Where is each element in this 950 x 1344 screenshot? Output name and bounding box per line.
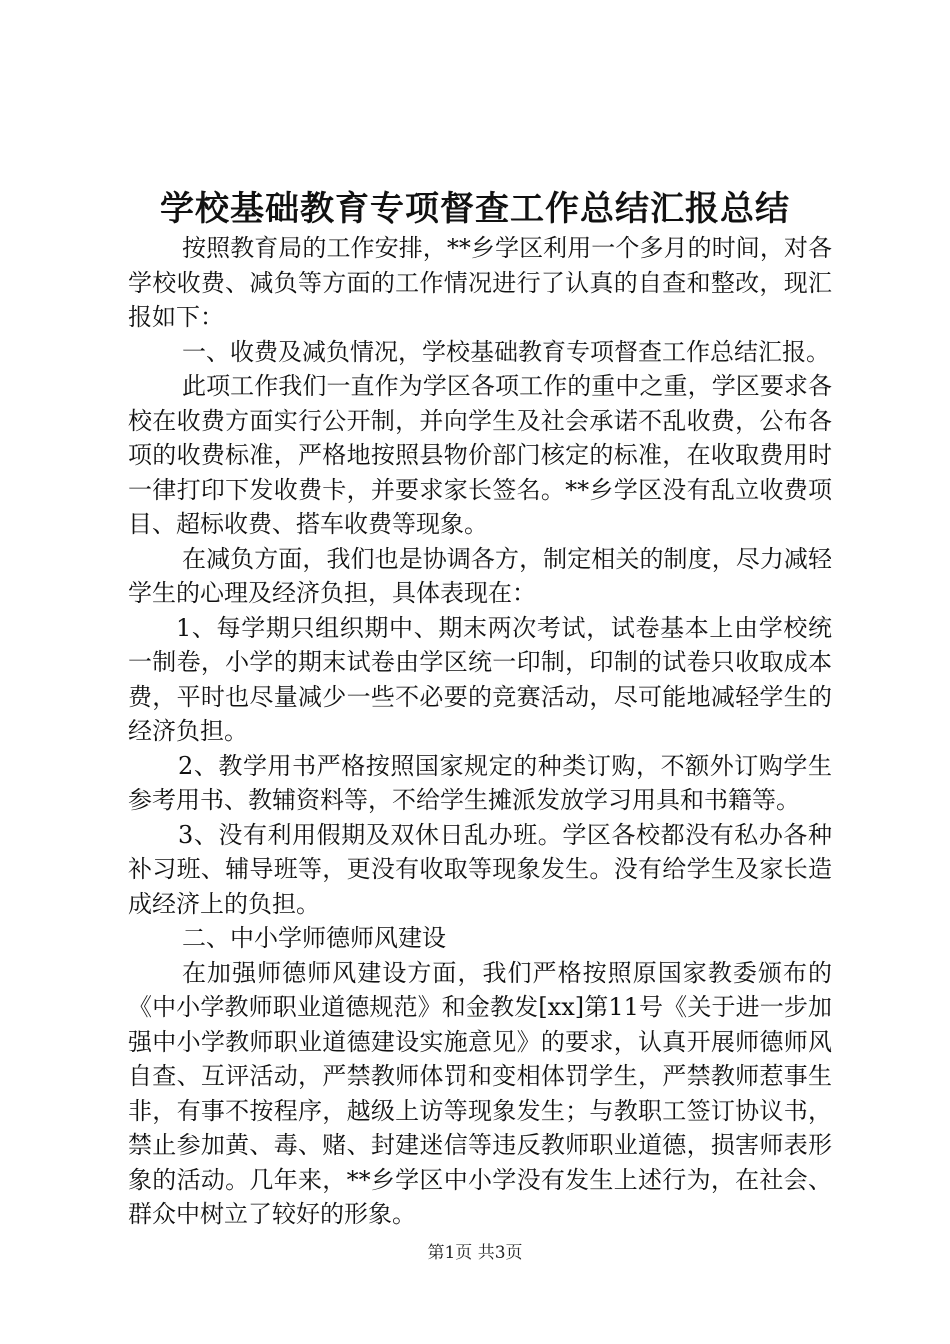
document-title: 学校基础教育专项督查工作总结汇报总结 [160,189,790,229]
burden-paragraph: 在减负方面，我们也是协调各方，制定相关的制度，尽力减轻学生的心理及经济负担，具体表现在： [128,544,832,607]
fees-paragraph: 此项工作我们一直作为学区各项工作的重中之重，学区要求各校在收费方面实行公开制，并向学生及社会承诺不乱收费，公布各项的收费标准，严格地按照县物价部门核定的标准，在收取费用时一律打印下发收费卡，并要求家长签名。**乡学区没有乱立收费项目、超标收费、搭车收费等现象。 [128,372,832,538]
list-item-books: 2、教学用书严格按照国家规定的种类订购，不额外订购学生参考用书、教辅资料等，不给学生摊派发放学习用具和书籍等。 [128,751,832,814]
list-item-exams: 1、每学期只组织期中、期末两次考试，试卷基本上由学校统一制卷，小学的期末试卷由学区统一印制，印制的试卷只收取成本费，平时也尽量减少一些不必要的竞赛活动，尽可能地减轻学生的经济负担。 [128,613,832,745]
list-item-classes: 3、没有利用假期及双休日乱办班。学区各校都没有私办各种补习班、辅导班等，更没有收取等现象发生。没有给学生及家长造成经济上的负担。 [128,820,832,918]
section-heading-fees: 一、收费及减负情况，学校基础教育专项督查工作总结汇报。 [182,337,830,366]
page-number: 第1页 共3页 [427,1243,523,1263]
intro-paragraph: 按照教育局的工作安排，**乡学区利用一个多月的时间，对各学校收费、减负等方面的工作情况进行了认真的自查和整改，现汇报如下： [128,234,832,331]
ethics-paragraph: 在加强师德师风建设方面，我们严格按照原国家教委颁布的《中小学教师职业道德规范》和金教发[xx]第11号《关于进一步加强中小学教师职业道德建设实施意见》的要求，认真开展师德师风自查、互评活动，严禁教师体罚和变相体罚学生，严禁教师惹事生非，有事不按程序，越级上访等现象发生；与教职工签订协议书，禁止参加黄、毒、赌、封建迷信等违反教师职业道德，损害师表形象的活动。几年来，**乡学区中小学没有发生上述行为，在社会、群众中树立了较好的形象。 [128,958,832,1228]
document-body [128,231,832,1232]
section-heading-ethics: 二、中小学师德师风建设 [182,924,446,952]
